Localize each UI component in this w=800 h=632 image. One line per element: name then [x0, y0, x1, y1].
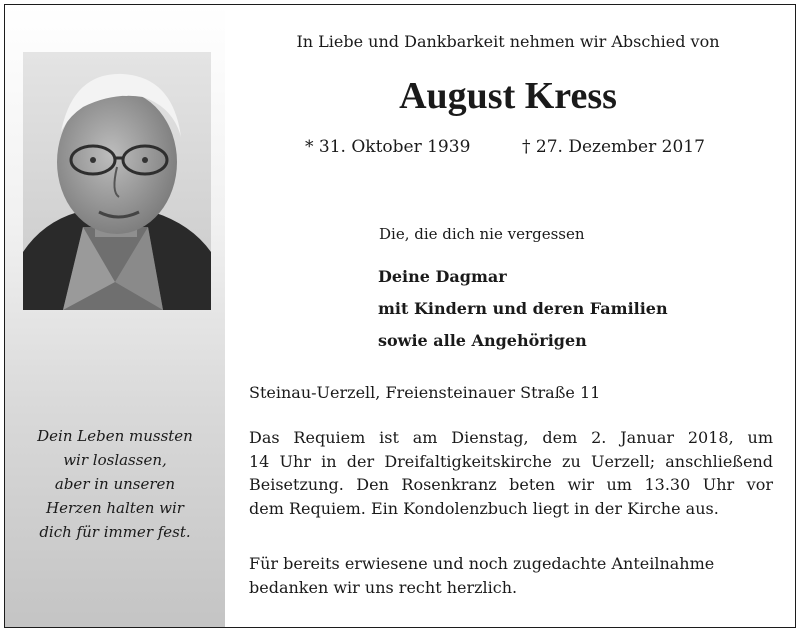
mourner-line: sowie alle Angehörigen — [378, 331, 587, 350]
quote-line: dich für immer fest. — [39, 523, 191, 541]
mourners-list — [378, 261, 668, 357]
requiem-line: 14 Uhr in der Dreifaltigkeitskirche zu Uerzell; anschließend — [249, 451, 773, 471]
requiem-line: Beisetzung. Den Rosenkranz beten wir um 13.30 Uhr vor — [249, 475, 773, 494]
farewell-intro: In Liebe und Dankbarkeit nehmen wir Abschied von — [296, 32, 720, 51]
portrait-photo — [23, 52, 211, 310]
deceased-name: August Kress — [399, 75, 617, 117]
mourner-line: Deine Dagmar — [378, 267, 507, 286]
memorial-quote — [5, 424, 225, 544]
thanks-text — [249, 552, 773, 599]
quote-line: aber in unseren — [54, 475, 176, 493]
thanks-line: Für bereits erwiesene und noch zugedachte Anteilnahme — [249, 554, 715, 573]
family-address: Steinau-Uerzell, Freiensteinauer Straße 11 — [249, 383, 601, 402]
quote-line: Dein Leben mussten — [37, 427, 193, 445]
quote-line: wir loslassen, — [63, 451, 167, 469]
mourner-line: mit Kindern und deren Familien — [378, 299, 668, 318]
thanks-line: bedanken wir uns recht herzlich. — [249, 577, 518, 597]
birth-date: * 31. Oktober 1939 — [305, 137, 471, 157]
quote-line: Herzen halten wir — [46, 499, 184, 517]
mourners-intro: Die, die dich nie vergessen — [379, 225, 585, 243]
requiem-line: Das Requiem ist am Dienstag, dem 2. Januar 2018, um — [249, 428, 773, 447]
death-date: † 27. Dezember 2017 — [522, 137, 705, 157]
requiem-info — [249, 426, 773, 520]
requiem-line: dem Requiem. Ein Kondolenzbuch liegt in der Kirche aus. — [249, 498, 719, 518]
